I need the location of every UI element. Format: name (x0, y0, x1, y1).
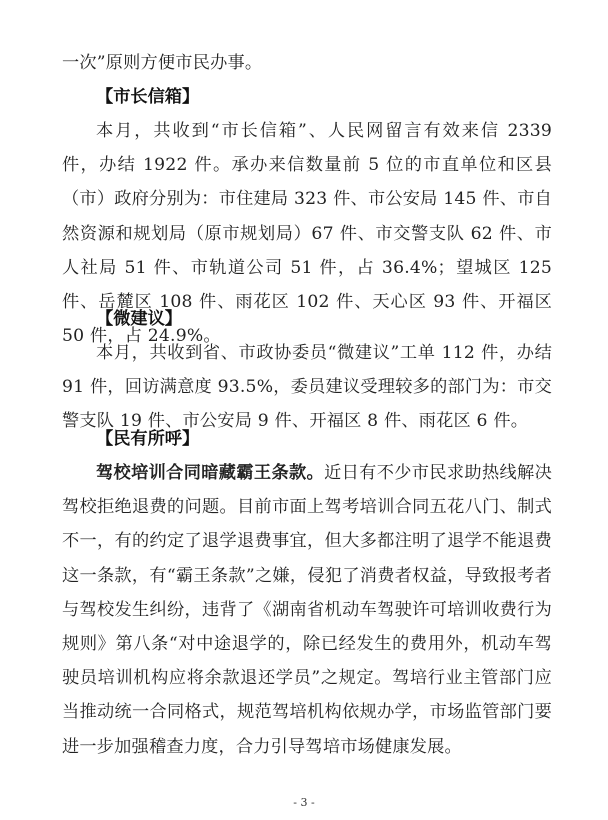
continuation-text: 一次”原则方便市民办事。 (62, 53, 263, 73)
public-voice-lead: 驾校培训合同暗藏霸王条款。 (96, 463, 325, 483)
mayor-mailbox-body: 本月，共收到“市长信箱”、人民网留言有效来信 2339 件，办结 1922 件。承办来信数量前 5 位的市直单位和区县（市）政府分别为：市住建局 323 件、市公安局 145 件、市自然资源和规划局（原市规划局）67 件、市交警支队 62 件、市人社局 51 件、市轨道公司 51 件，占 36.4%；望城区 125 件、岳麓区 108 件、雨花区 102 件、天心区 93 件、开福区 50 件，占 24.9%。 (62, 121, 552, 347)
micro-suggestion-body: 本月，共收到省、市政协委员“微建议”工单 112 件，办结 91 件，回访满意度 93.5%，委员建议受理较多的部门为：市交警支队 19 件、市公安局 9 件、开福区 8 件、雨花区 6 件。 (62, 343, 552, 432)
heading-public-voice: 【民有所呼】 (96, 429, 200, 449)
public-voice-paragraph (62, 456, 552, 764)
page-number: - 3 - (293, 796, 315, 809)
public-voice-body: 近日有不少市民求助热线解决驾校拒绝退费的问题。目前市面上驾考培训合同五花八门、制式不一，有的约定了退学退费事宜，但大多都注明了退学不能退费这一条款，有“霸王条款”之嫌，侵犯了消费者权益，导致报考者与驾校发生纠纷，违背了《湖南省机动车驾驶许可培训收费行为规则》第八条“对中途退学的，除已经发生的费用外，机动车驾驶员培训机构应将余款退还学员”之规定。驾培行业主管部门应当推动统一合同格式，规范驾培机构依规办学，市场监管部门要进一步加强稽查力度，合力引导驾培市场健康发展。 (62, 463, 552, 757)
heading-micro-suggestion: 【微建议】 (96, 309, 182, 329)
heading-mayor-mailbox: 【市长信箱】 (96, 87, 200, 107)
